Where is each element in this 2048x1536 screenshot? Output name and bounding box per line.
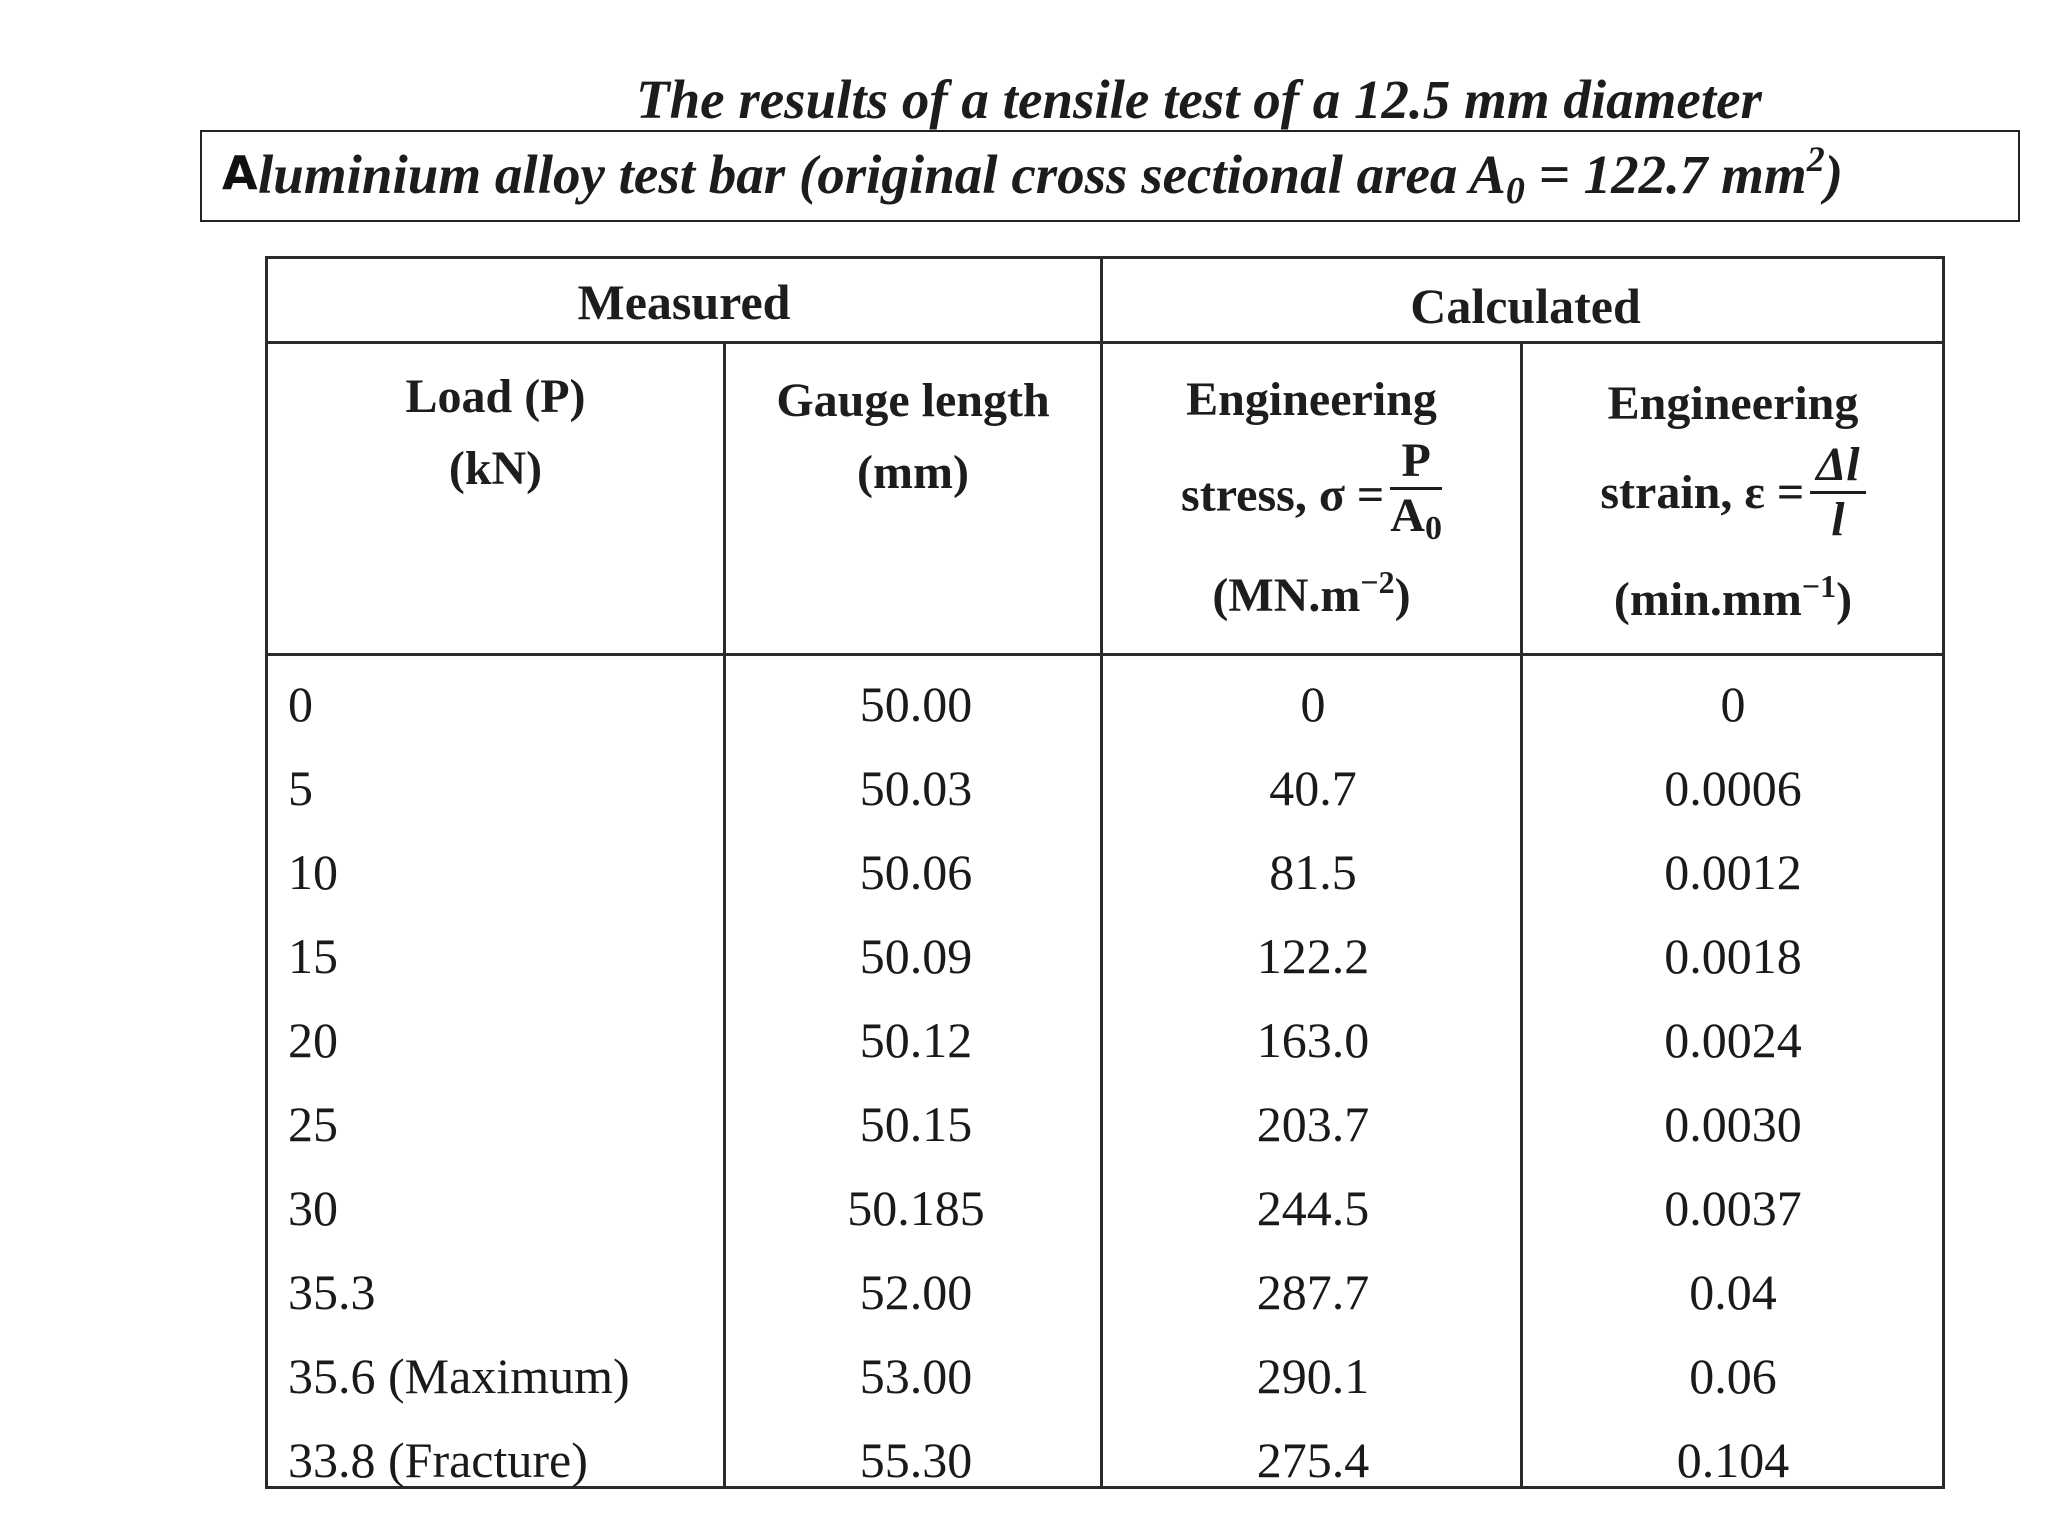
cell-stress: 244.5 (1256, 1180, 1370, 1236)
table-row (268, 1087, 1942, 1171)
title-box-end: ) (1824, 144, 1844, 205)
strain-fraction-den: l (1831, 493, 1845, 546)
title-box-sub: 0 (1505, 170, 1525, 212)
table-row (268, 835, 1942, 919)
cell-stress: 290.1 (1256, 1348, 1370, 1404)
cell-gauge: 53.00 (859, 1348, 973, 1404)
cell-load: 0 (288, 676, 313, 732)
title-box (200, 130, 2020, 222)
stress-fraction (1390, 435, 1442, 555)
cell-load: 20 (288, 1012, 338, 1068)
cell-gauge: 50.12 (859, 1012, 973, 1068)
header-stress-prefix: stress, σ = (1181, 468, 1385, 522)
table-row (268, 1423, 1942, 1507)
cell-stress: 287.7 (1256, 1264, 1370, 1320)
cell-strain: 0.0018 (1664, 928, 1802, 984)
header-gauge-length (726, 365, 1100, 509)
group-header-measured: Measured (577, 274, 791, 330)
table-row (268, 1171, 1942, 1255)
header-strain-label: Engineering (1607, 377, 1859, 430)
header-load-label: Load (P) (405, 370, 586, 423)
stress-fraction-num: P (1390, 435, 1442, 490)
cell-stress: 203.7 (1256, 1096, 1370, 1152)
cell-strain: 0.0024 (1664, 1012, 1802, 1068)
cell-strain: 0 (1720, 676, 1746, 732)
cell-load: 15 (288, 928, 338, 984)
cell-strain: 0.0006 (1664, 760, 1802, 816)
table-row (268, 1339, 1942, 1423)
cell-strain: 0.0030 (1664, 1096, 1802, 1152)
title-line: The results of a tensile test of a 12.5 mm diameter (636, 69, 1762, 130)
table-row (268, 1255, 1942, 1339)
table-row (268, 1003, 1942, 1087)
cell-load: 5 (288, 760, 313, 816)
cell-stress: 275.4 (1256, 1432, 1370, 1488)
cell-load: 35.3 (288, 1264, 376, 1320)
header-strain-unit: $(\min.mm^{-1})$ (1613, 568, 1853, 626)
cell-gauge: 50.06 (859, 844, 973, 900)
cell-strain: 0.04 (1689, 1264, 1777, 1320)
header-gauge-label: Gauge length (776, 374, 1050, 427)
header-stress-label: Engineering (1186, 373, 1437, 426)
strain-fraction-num: Δl (1810, 439, 1865, 494)
group-header-calculated: Calculated (1410, 278, 1641, 334)
cell-strain: 0.06 (1689, 1348, 1777, 1404)
title-box-text (258, 138, 1843, 213)
cell-load: 33.8 (Fracture) (288, 1432, 588, 1488)
title-initial: A (222, 146, 258, 200)
cell-gauge: 50.03 (859, 760, 973, 816)
cell-stress: 163.0 (1256, 1012, 1370, 1068)
cell-stress: 122.2 (1256, 928, 1370, 984)
header-strain (1523, 369, 1943, 635)
cell-load: 25 (288, 1096, 338, 1152)
stress-fraction-den: $A_0$ (1390, 489, 1442, 547)
table-row (268, 919, 1942, 1003)
cell-gauge: 55.30 (859, 1432, 973, 1488)
cell-load: 35.6 (Maximum) (288, 1348, 630, 1404)
header-gauge-unit: (mm) (857, 446, 969, 499)
group-header-divider (268, 341, 1942, 344)
cell-gauge: 50.09 (859, 928, 973, 984)
table-row (268, 751, 1942, 835)
header-strain-formula (1523, 439, 1943, 551)
cell-gauge: 50.15 (859, 1096, 973, 1152)
table-row (268, 667, 1942, 751)
header-stress-formula (1103, 435, 1520, 547)
cell-strain: 0.0012 (1664, 844, 1802, 900)
cell-stress: 0 (1300, 676, 1326, 732)
header-strain-prefix: strain, ε = (1600, 466, 1805, 519)
title-box-main: luminium alloy test bar (original cross sectional area A (258, 144, 1506, 205)
cell-gauge: 50.00 (859, 676, 973, 732)
header-stress-unit: $(MN.m^{-2})$ (1212, 564, 1411, 622)
header-stress (1103, 365, 1520, 631)
cell-strain: 0.0037 (1664, 1180, 1802, 1236)
cell-stress: 81.5 (1269, 844, 1357, 900)
header-load-unit: (kN) (448, 442, 543, 495)
cell-load: 10 (288, 844, 338, 900)
cell-gauge: 52.00 (859, 1264, 973, 1320)
title-box-sup: 2 (1806, 139, 1825, 179)
cell-gauge: 50.185 (847, 1180, 985, 1236)
strain-fraction (1810, 439, 1865, 546)
cell-strain: 0.104 (1676, 1432, 1790, 1488)
results-table (265, 256, 1945, 1489)
column-header-divider (268, 653, 1942, 656)
cell-load: 30 (288, 1180, 338, 1236)
title-box-eq: = 122.7 mm (1524, 144, 1807, 205)
cell-stress: 40.7 (1269, 760, 1357, 816)
header-load (268, 361, 723, 505)
